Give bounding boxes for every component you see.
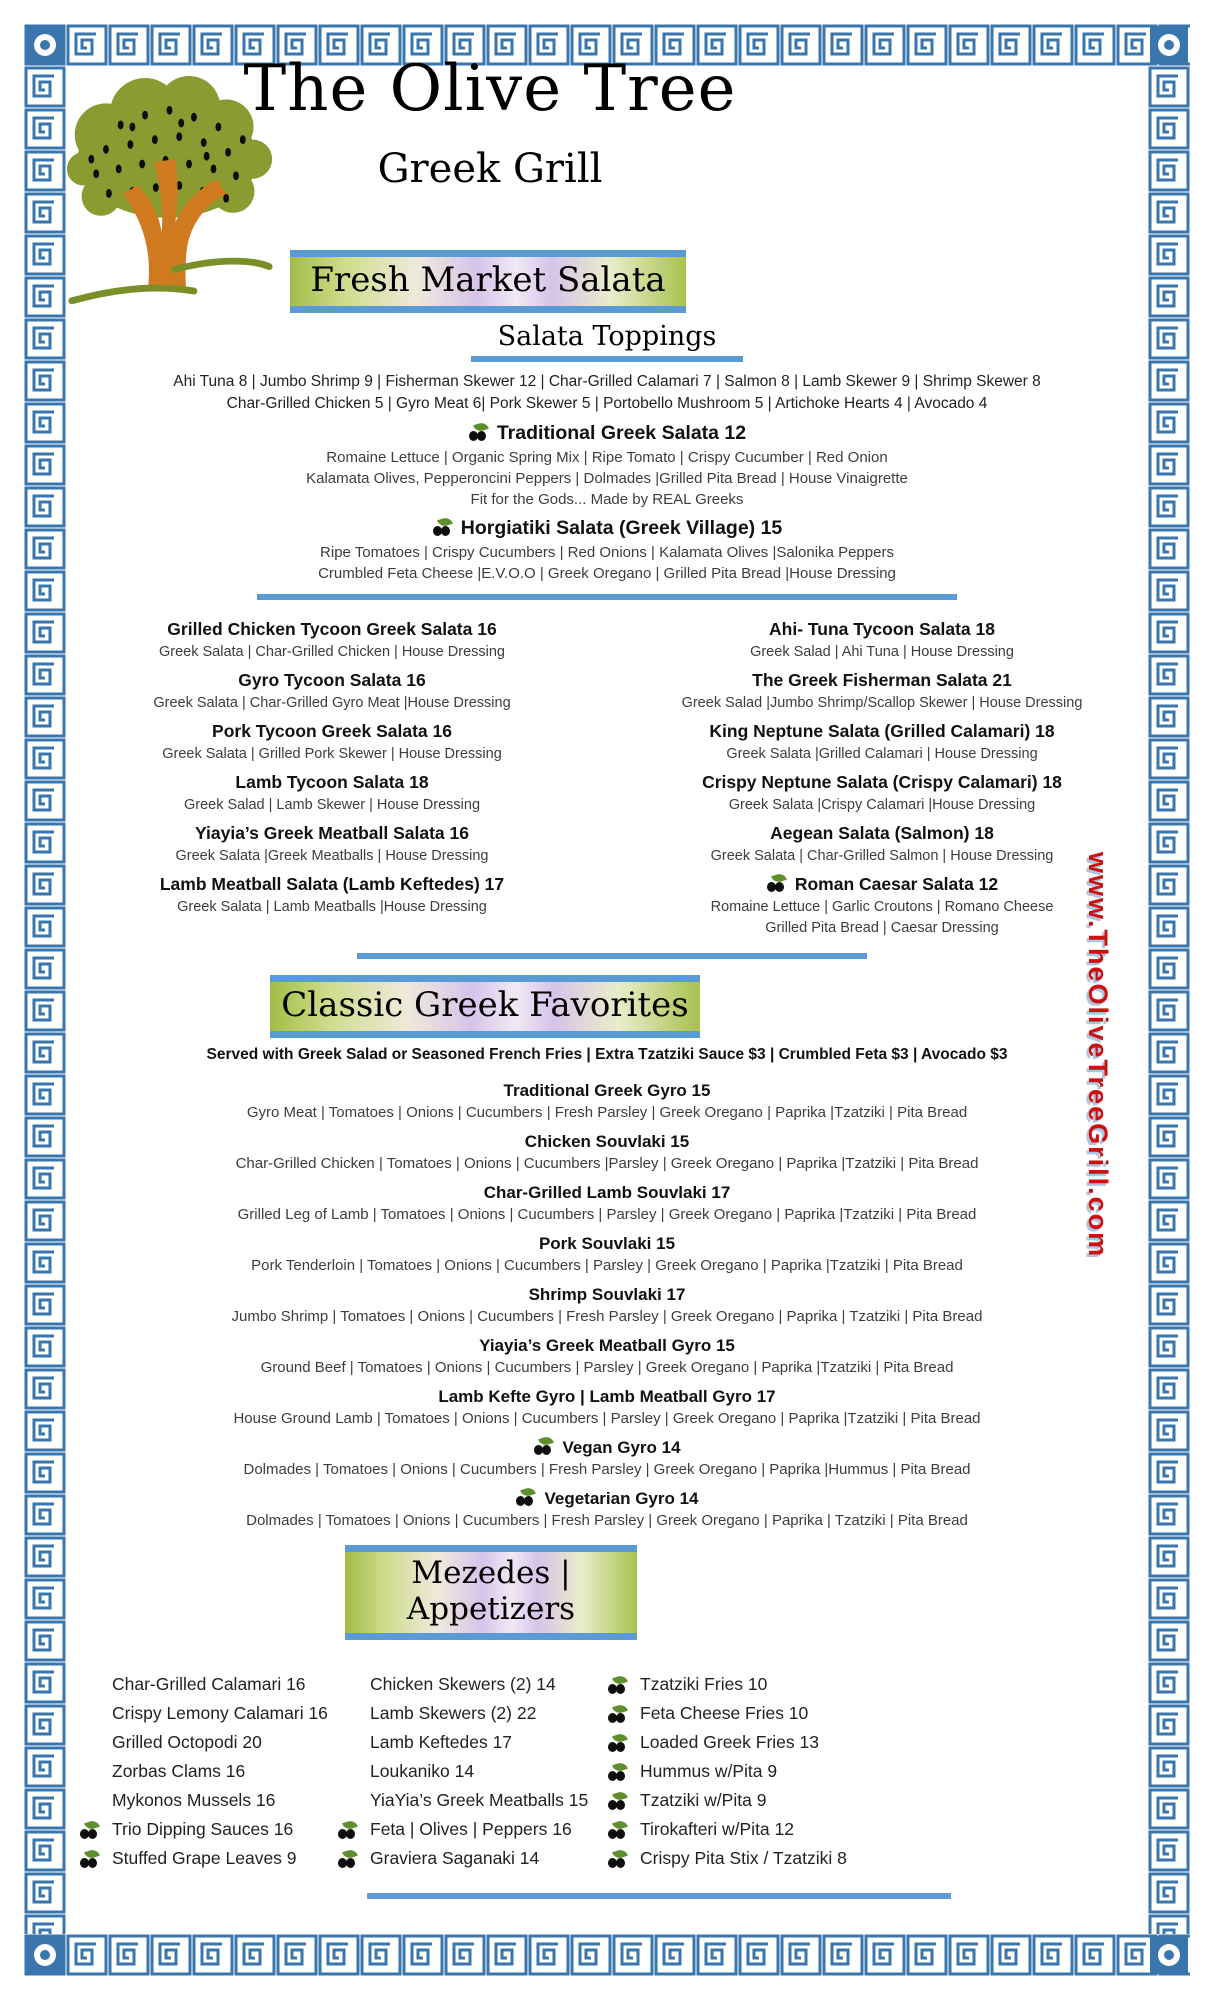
item-desc: Greek Salata | Char-Grilled Chicken | House Dressing	[158, 644, 505, 660]
salata-toppings-list	[77, 371, 1137, 415]
item-heading	[77, 1437, 1137, 1459]
item-desc: Dolmades | Tomatoes | Onions | Cucumbers | Fresh Parsley | Greek Oregano | Paprika |Hummus | Pita Bread	[243, 1461, 971, 1478]
website-url: www.TheOliveTreeGrill.com	[1083, 852, 1113, 1259]
item-desc: Ripe Tomatoes | Crispy Cucumbers | Red Onions | Kalamata Olives |Salonika Peppers	[320, 544, 894, 561]
menu-item	[77, 667, 587, 714]
item-desc-list	[77, 1102, 1137, 1123]
item-name: Stuffed Grape Leaves 9	[112, 1848, 297, 1868]
mezedes-item	[335, 1699, 605, 1728]
item-name: Traditional Greek Salata 12	[496, 422, 747, 444]
olive-icon	[432, 519, 455, 536]
menu-item	[77, 718, 587, 765]
menu-item	[77, 616, 587, 663]
item-name: Pork Souvlaki 15	[538, 1234, 676, 1253]
item-name: Yiayia’s Greek Meatball Gyro 15	[479, 1336, 735, 1355]
item-heading	[77, 616, 587, 642]
menu-item	[627, 820, 1137, 867]
mezedes-item	[335, 1757, 605, 1786]
item-name: Tirokafteri w/Pita 12	[640, 1819, 794, 1839]
item-name: Mykonos Mussels 16	[112, 1790, 276, 1810]
olive-icon	[337, 1822, 360, 1839]
item-desc: Char-Grilled Chicken | Tomatoes | Onions | Cucumbers |Parsley | Greek Oregano | Paprika |Tzatziki | Pita Bread	[235, 1155, 979, 1172]
item-desc: Greek Salad |Jumbo Shrimp/Scallop Skewer | House Dressing	[681, 695, 1083, 711]
item-desc-list	[627, 897, 1137, 939]
item-name: Trio Dipping Sauces 16	[112, 1819, 294, 1839]
item-name: Lamb Keftedes 17	[370, 1732, 513, 1752]
item-desc: Pork Tenderloin | Tomatoes | Onions | Cucumbers | Parsley | Greek Oregano | Paprika |Tzatziki | Pita Bread	[251, 1257, 963, 1274]
item-name: Roman Caesar Salata 12	[794, 874, 999, 894]
favorites-note: Served with Greek Salad or Seasoned French Fries | Extra Tzatziki Sauce $3 | Crumbled Feta $3 | Avocado $3	[206, 1046, 1008, 1063]
menu-item	[77, 1284, 1137, 1327]
olive-icon	[468, 424, 491, 441]
item-heading	[627, 718, 1137, 744]
banner-label: Fresh Market Salata	[310, 260, 666, 300]
mezedes-item	[77, 1728, 335, 1757]
item-heading	[77, 515, 1137, 542]
menu-item	[77, 1131, 1137, 1174]
item-heading	[77, 1335, 1137, 1357]
item-name: Gyro Tycoon Salata 16	[238, 670, 426, 690]
item-heading	[627, 616, 1137, 642]
item-desc-list	[627, 642, 1137, 663]
border-corner-icon	[24, 1934, 66, 1976]
olive-icon	[533, 1438, 556, 1455]
menu-item	[627, 667, 1137, 714]
mezedes-item	[605, 1670, 1137, 1699]
item-name: Chicken Skewers (2) 14	[370, 1674, 556, 1694]
menu-item	[77, 769, 587, 816]
topping-line: Char-Grilled Chicken 5 | Gyro Meat 6| Pork Skewer 5 | Portobello Mushroom 5 | Artichoke Hearts 4 | Avocado 4	[226, 395, 988, 412]
item-name: Traditional Greek Gyro 15	[503, 1081, 711, 1100]
mezedes-item	[605, 1786, 1137, 1815]
item-name: Graviera Saganaki 14	[370, 1848, 540, 1868]
olive-icon	[79, 1822, 102, 1839]
banner-mezedes-appetizers	[345, 1545, 637, 1640]
item-desc: Fit for the Gods... Made by REAL Greeks	[470, 491, 744, 508]
item-desc: Greek Salata |Greek Meatballs | House Dressing	[175, 848, 489, 864]
menu-item	[627, 871, 1137, 939]
item-desc-list	[77, 744, 587, 765]
mezedes-item	[77, 1699, 335, 1728]
menu-item	[627, 718, 1137, 765]
item-heading	[77, 871, 587, 897]
item-heading	[627, 667, 1137, 693]
item-heading	[77, 667, 587, 693]
item-desc: Ground Beef | Tomatoes | Onions | Cucumbers | Parsley | Greek Oregano | Paprika |Tzatziki | Pita Bread	[260, 1359, 954, 1376]
olive-icon	[337, 1851, 360, 1868]
item-name: Lamb Meatball Salata (Lamb Keftedes) 17	[159, 874, 505, 894]
item-heading	[77, 718, 587, 744]
item-heading	[77, 1233, 1137, 1255]
divider-rule	[257, 594, 957, 600]
item-name: Yiayia’s Greek Meatball Salata 16	[194, 823, 469, 843]
divider-rule	[471, 356, 743, 362]
mezedes-item	[335, 1728, 605, 1757]
menu-item	[77, 820, 587, 867]
menu-item	[77, 871, 587, 918]
item-name: YiaYia’s Greek Meatballs 15	[370, 1790, 589, 1810]
menu-item	[77, 1335, 1137, 1378]
olive-icon	[607, 1706, 630, 1723]
item-name: Pork Tycoon Greek Salata 16	[212, 721, 452, 741]
item-desc-list	[77, 1153, 1137, 1174]
item-name: Grilled Octopodi 20	[112, 1732, 262, 1752]
item-heading	[77, 1080, 1137, 1102]
item-name: Ahi- Tuna Tycoon Salata 18	[769, 619, 995, 639]
menu-item	[77, 1437, 1137, 1480]
item-name: Lamb Kefte Gyro | Lamb Meatball Gyro 17	[438, 1387, 776, 1406]
item-desc: Greek Salad | Ahi Tuna | House Dressing	[750, 644, 1014, 660]
item-heading	[627, 820, 1137, 846]
item-heading	[77, 820, 587, 846]
item-name: Horgiatiki Salata (Greek Village) 15	[460, 517, 783, 539]
item-desc-list	[77, 1357, 1137, 1378]
item-heading	[77, 1488, 1137, 1510]
item-name: Chicken Souvlaki 15	[524, 1132, 690, 1151]
item-desc: Greek Salata |Grilled Calamari | House Dressing	[726, 746, 1038, 762]
item-name: Shrimp Souvlaki 17	[528, 1285, 686, 1304]
menu-item	[77, 1182, 1137, 1225]
item-desc: Greek Salata |Crispy Calamari |House Dressing	[728, 797, 1036, 813]
topping-line: Ahi Tuna 8 | Jumbo Shrimp 9 | Fisherman Skewer 12 | Char-Grilled Calamari 7 | Salmon 8 | Lamb Skewer 9 | Shrimp Skewer 8	[173, 373, 1041, 390]
olive-icon	[607, 1764, 630, 1781]
mezedes-item	[335, 1670, 605, 1699]
item-name: Vegetarian Gyro 14	[544, 1489, 699, 1508]
banner-fresh-market-salata	[290, 250, 686, 313]
item-name: Loukaniko 14	[370, 1761, 475, 1781]
item-desc-list	[77, 1306, 1137, 1327]
item-desc: Gyro Meat | Tomatoes | Onions | Cucumbers | Fresh Parsley | Greek Oregano | Paprika |Tzatziki | Pita Bread	[246, 1104, 968, 1121]
item-desc: Greek Salata | Grilled Pork Skewer | House Dressing	[162, 746, 502, 762]
item-heading	[627, 871, 1137, 897]
mezedes-column-2	[335, 1670, 605, 1873]
mezedes-item	[77, 1844, 335, 1873]
item-desc-list	[77, 642, 587, 663]
item-name: Loaded Greek Fries 13	[640, 1732, 819, 1752]
item-name: Feta | Olives | Peppers 16	[370, 1819, 572, 1839]
item-name: Crispy Neptune Salata (Crispy Calamari) 18	[702, 772, 1062, 792]
mezedes-item	[77, 1786, 335, 1815]
olive-icon	[607, 1677, 630, 1694]
olive-icon	[607, 1822, 630, 1839]
item-heading	[77, 1182, 1137, 1204]
favorites-list	[77, 1080, 1137, 1531]
item-name: Aegean Salata (Salmon) 18	[770, 823, 994, 843]
salata-right-column	[627, 612, 1137, 939]
salata-toppings-heading: Salata Toppings	[497, 321, 717, 352]
olive-icon	[515, 1489, 538, 1506]
mezedes-item	[77, 1757, 335, 1786]
item-name: Tzatziki w/Pita 9	[640, 1790, 767, 1810]
item-name: The Greek Fisherman Salata 21	[752, 670, 1012, 690]
mezedes-column-1	[77, 1670, 335, 1873]
item-desc-list	[627, 795, 1137, 816]
item-desc-list	[77, 1204, 1137, 1225]
item-desc: Grilled Leg of Lamb | Tomatoes | Onions | Cucumbers | Parsley | Greek Oregano | Paprika |Tzatziki | Pita Bread	[237, 1206, 977, 1223]
item-desc: Kalamata Olives, Pepperoncini Peppers | Dolmades |Grilled Pita Bread | House Vinaigrette	[306, 470, 908, 487]
item-name: Lamb Skewers (2) 22	[370, 1703, 537, 1723]
mezedes-item	[605, 1815, 1137, 1844]
item-heading	[77, 1131, 1137, 1153]
item-desc: House Ground Lamb | Tomatoes | Onions | Cucumbers | Parsley | Greek Oregano | Paprika |Tzatziki | Pita Bread	[233, 1410, 981, 1427]
salata-left-column	[77, 612, 587, 939]
item-heading	[77, 420, 1137, 447]
item-desc-list	[77, 693, 587, 714]
item-desc-list	[627, 744, 1137, 765]
item-heading	[77, 769, 587, 795]
item-name: Crispy Pita Stix / Tzatziki 8	[640, 1848, 847, 1868]
mezedes-item	[605, 1757, 1137, 1786]
item-desc-list	[627, 693, 1137, 714]
item-name: Hummus w/Pita 9	[640, 1761, 778, 1781]
item-desc: Dolmades | Tomatoes | Onions | Cucumbers | Fresh Parsley | Greek Oregano | Paprika | Tzatziki | Pita Bread	[246, 1512, 968, 1529]
featured-salata-list	[77, 420, 1137, 584]
border-corner-icon	[1148, 1934, 1190, 1976]
mezedes-item	[335, 1844, 605, 1873]
banner-label: Classic Greek Favorites	[281, 985, 689, 1025]
item-name: Zorbas Clams 16	[112, 1761, 246, 1781]
mezedes-item	[605, 1699, 1137, 1728]
greek-key-border-bottom	[24, 1934, 1190, 1976]
banner-label: Mezedes | Appetizers	[406, 1555, 576, 1627]
item-name: Grilled Chicken Tycoon Greek Salata 16	[167, 619, 497, 639]
item-desc-list	[77, 447, 1137, 510]
item-desc: Greek Salata | Lamb Meatballs |House Dressing	[177, 899, 487, 915]
item-desc-list	[77, 1255, 1137, 1276]
mezedes-column-3	[605, 1670, 1137, 1873]
olive-icon	[607, 1735, 630, 1752]
mezedes-item	[335, 1786, 605, 1815]
item-desc: Greek Salata | Char-Grilled Gyro Meat |House Dressing	[153, 695, 511, 711]
mezedes-item	[77, 1670, 335, 1699]
menu-item	[77, 1488, 1137, 1531]
mezedes-item	[77, 1815, 335, 1844]
item-desc-list	[77, 795, 587, 816]
item-desc-list	[77, 1408, 1137, 1429]
item-desc-list	[77, 1510, 1137, 1531]
item-desc: Greek Salata | Char-Grilled Salmon | House Dressing	[710, 848, 1054, 864]
menu-item	[77, 1386, 1137, 1429]
menu-item	[77, 1233, 1137, 1276]
item-desc-list	[77, 897, 587, 918]
item-desc: Grilled Pita Bread | Caesar Dressing	[765, 920, 999, 936]
item-name: Char-Grilled Calamari 16	[112, 1674, 306, 1694]
item-desc: Greek Salad | Lamb Skewer | House Dressing	[183, 797, 481, 813]
item-name: King Neptune Salata (Grilled Calamari) 18	[709, 721, 1055, 741]
mezedes-item	[335, 1815, 605, 1844]
item-name: Crispy Lemony Calamari 16	[112, 1703, 328, 1723]
item-heading	[77, 1386, 1137, 1408]
salata-columns	[77, 612, 1137, 939]
menu-item	[77, 420, 1137, 510]
item-desc-list	[77, 846, 587, 867]
restaurant-title: The Olive Tree	[243, 52, 737, 126]
item-name: Tzatziki Fries 10	[640, 1674, 768, 1694]
divider-rule	[357, 953, 867, 959]
olive-icon	[79, 1851, 102, 1868]
divider-rule	[367, 1893, 951, 1899]
olive-icon	[607, 1851, 630, 1868]
item-desc: Romaine Lettuce | Garlic Croutons | Romano Cheese	[710, 899, 1054, 915]
item-desc: Romaine Lettuce | Organic Spring Mix | Ripe Tomato | Crispy Cucumber | Red Onion	[326, 449, 888, 466]
item-heading	[77, 1284, 1137, 1306]
olive-icon	[766, 875, 789, 892]
menu-item	[77, 1080, 1137, 1123]
menu-item	[77, 515, 1137, 584]
item-name: Feta Cheese Fries 10	[640, 1703, 809, 1723]
mezedes-grid	[77, 1670, 1137, 1873]
item-desc: Crumbled Feta Cheese |E.V.O.O | Greek Oregano | Grilled Pita Bread |House Dressing	[318, 565, 896, 582]
item-name: Vegan Gyro 14	[562, 1438, 681, 1457]
mezedes-item	[605, 1844, 1137, 1873]
menu-item	[627, 769, 1137, 816]
item-desc-list	[77, 542, 1137, 584]
olive-icon	[607, 1793, 630, 1810]
item-name: Char-Grilled Lamb Souvlaki 17	[483, 1183, 731, 1202]
mezedes-item	[605, 1728, 1137, 1757]
item-name: Lamb Tycoon Salata 18	[235, 772, 429, 792]
item-desc-list	[627, 846, 1137, 867]
item-desc-list	[77, 1459, 1137, 1480]
banner-classic-greek-favorites	[270, 975, 700, 1038]
item-heading	[627, 769, 1137, 795]
menu-item	[627, 616, 1137, 663]
restaurant-subtitle: Greek Grill	[377, 146, 603, 192]
item-desc: Jumbo Shrimp | Tomatoes | Onions | Cucumbers | Fresh Parsley | Greek Oregano | Paprika | Tzatziki | Pita Bread	[231, 1308, 983, 1325]
